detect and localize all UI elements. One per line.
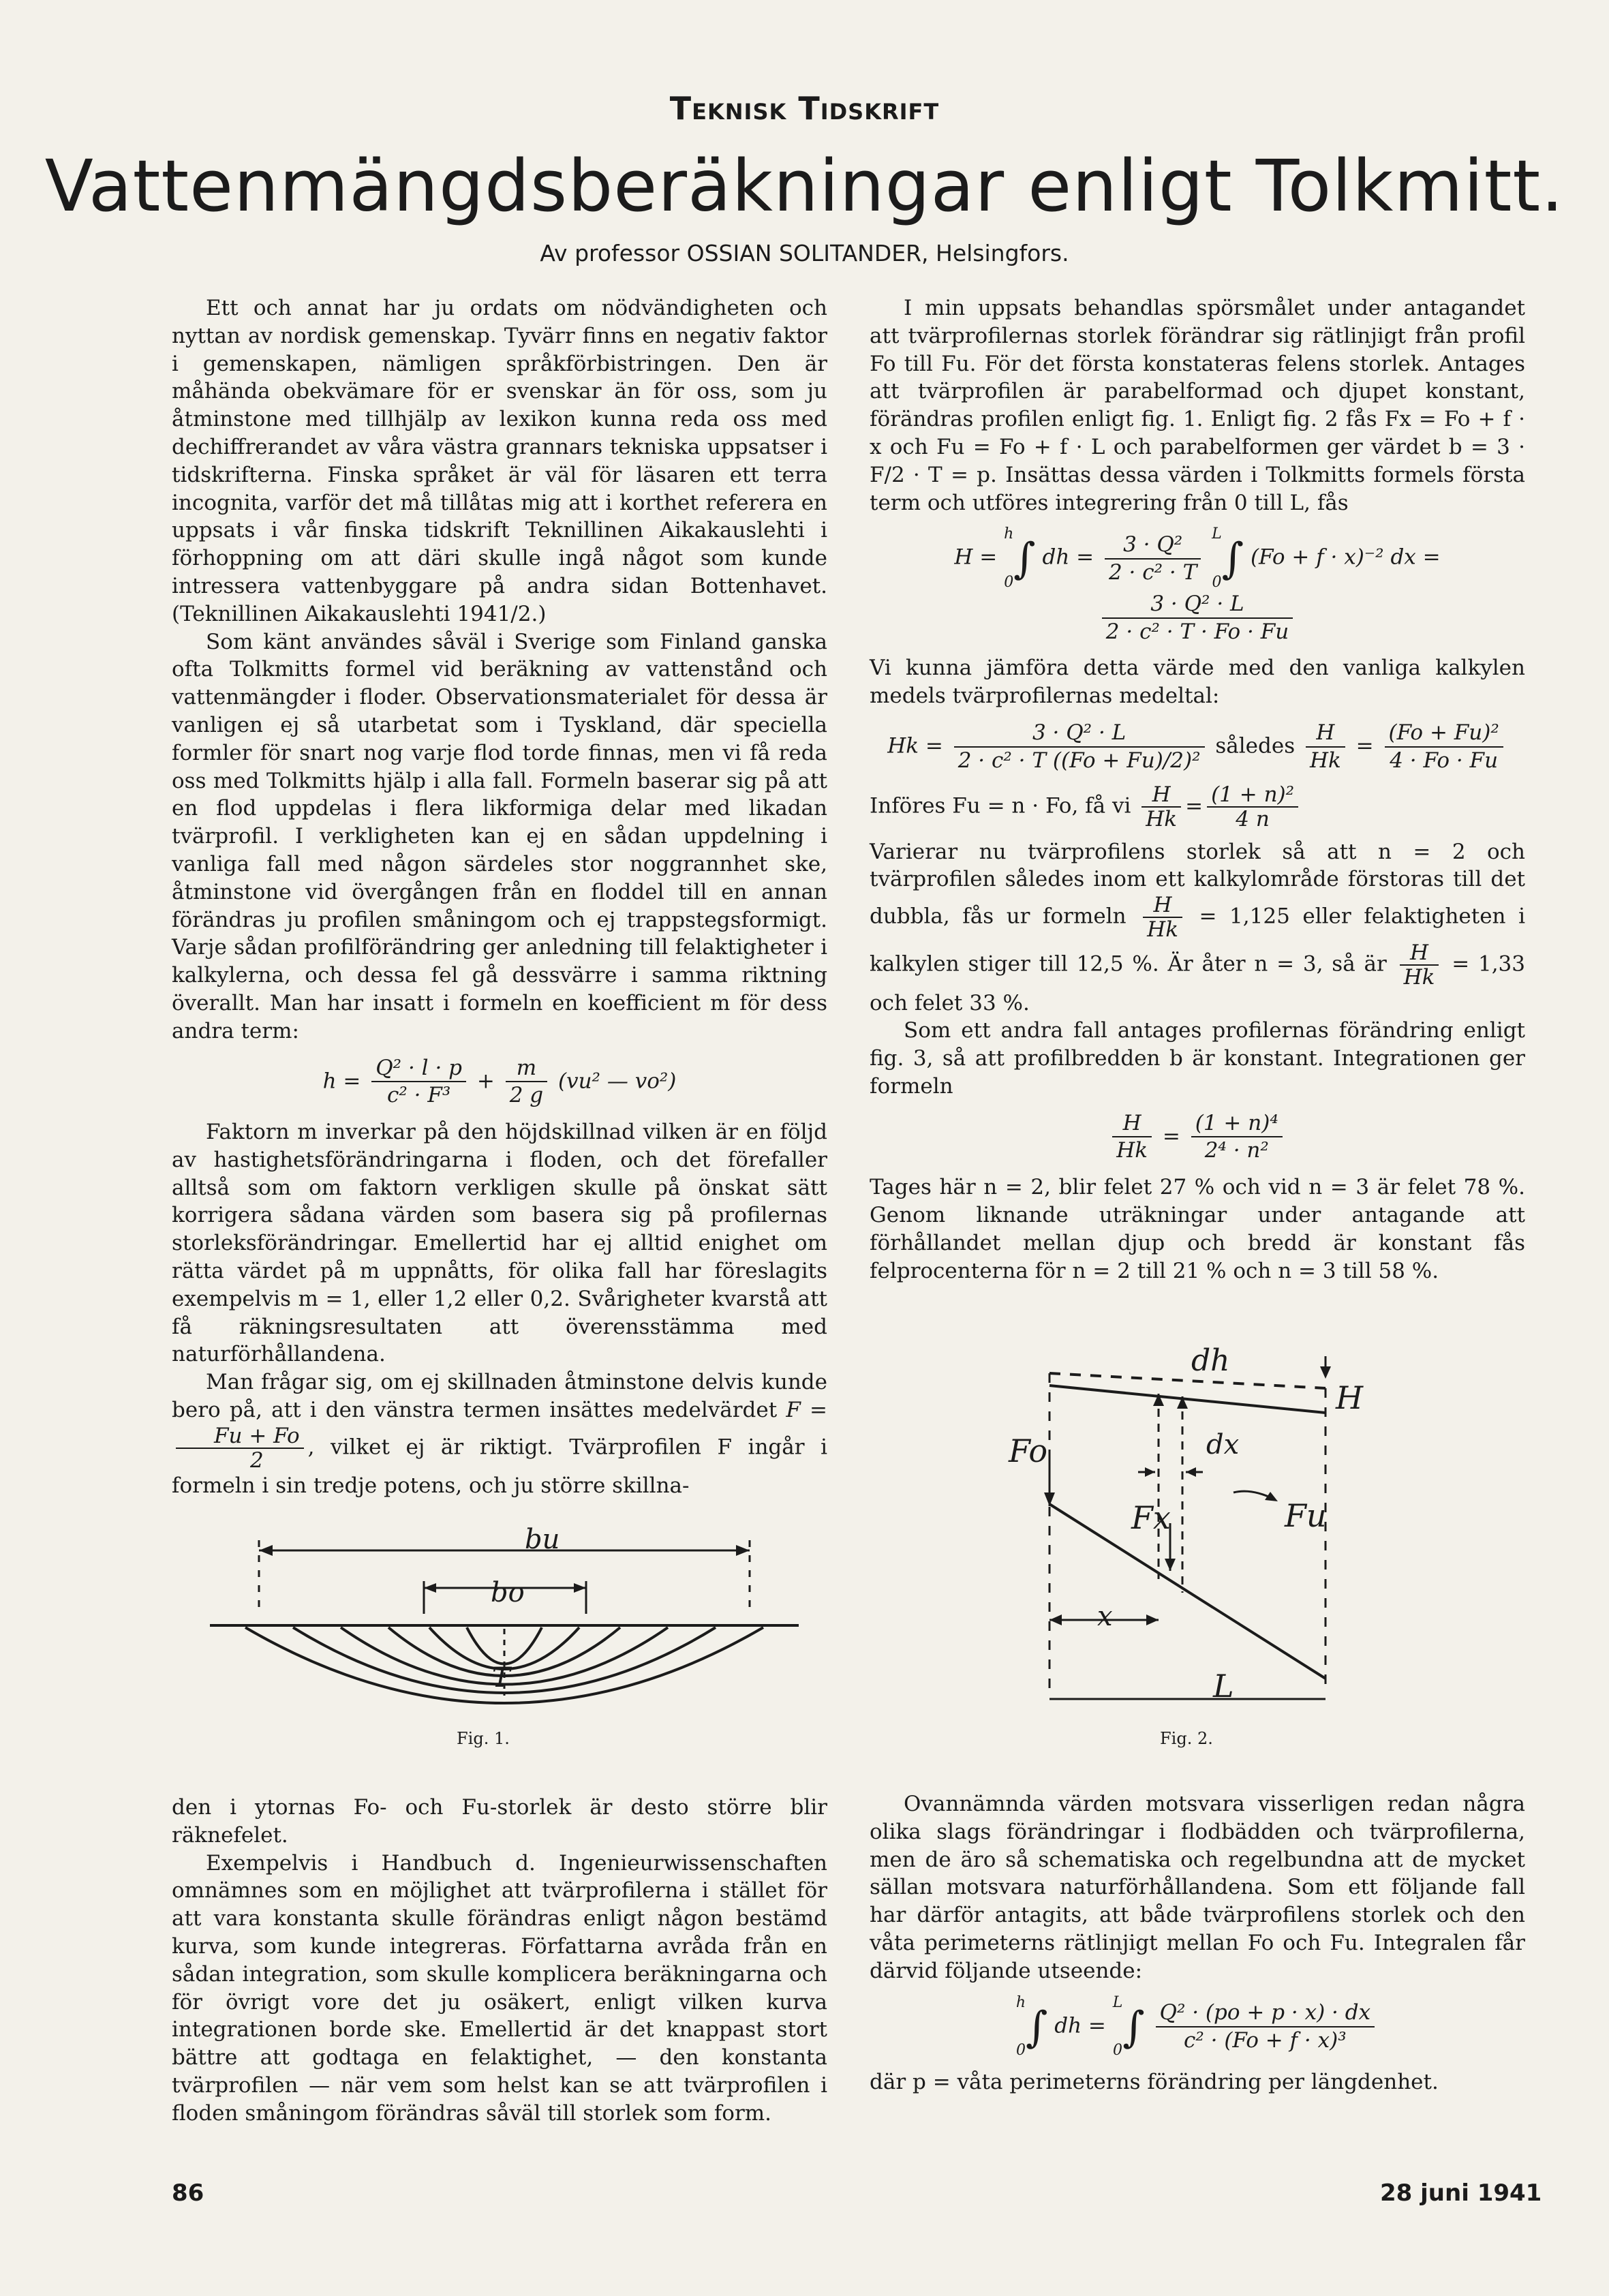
paragraph: Vi kunna jämföra detta värde med den vanliga kalkylen medels tvärprofilernas medeltal: [870,656,1525,709]
figure-2-caption: Fig. 2. [1160,1729,1213,1748]
equation-integral-H: H = h 0 ∫ dh = $\frac{\text{3 · Q²}}{\text{2 · c² · T}}$ L 0 ∫ (Fo + f · x)⁻² dx = $\frac{\text{3 · Q² · L}}{\text{2 · c² · T · Fo · Fu}}$ [954,525,1441,644]
paragraph: Som ett andra fall antages profilernas förändring enligt fig. 3, så att profilbredden b är konstant. Integrationen ger formeln [870,1018,1525,1099]
figure-2-diagram [1009,1343,1390,1721]
equation-ratio: $\frac{H}{Hk}$ = $\frac{\text{(1 + n)⁴}}{\text{2⁴ · n²}}$ [870,1110,1525,1165]
paragraph: Faktorn m inverkar på den höjdskillnad vilken är en följd av hastighetsförändringarna i floden, och det förefaller alltså som om faktorn verkligen skulle på önskat sätt korrigera sådana värden som basera sig på profilernas storleksförändringar. Emellertid har ej alltid enighet om rätta värdet på m uppnåtts, för olika fall har föreslagits exempelvis m = 1, eller 1,2 eller 0,2. Svårigheter kvarstå att få räkningsresultaten att överensstämma med naturförhållandena. [172,1120,827,1367]
paragraph: Tages här n = 2, blir felet 27 % och vid n = 3 är felet 78 %. Genom liknande uträkningar under antagande att förhållandet mellan djup och bredd är konstant fås felprocenterna för n = 2 till 21 % och n = 3 till 58 %. [870,1175,1525,1283]
fig2-label-L: L [1213,1668,1234,1704]
equation-tolkmitt: h = $\frac{\text{Q² · l · p}}{\text{c² · F³}}$ + $\frac{m}{2 g}$ (vu² — vo²) [322,1055,677,1108]
byline: Av professor OSSIAN SOLITANDER, Helsingfors. [540,240,1069,266]
fig2-label-x: x [1097,1601,1113,1632]
equation-Hk: Hk = $\frac{\text{3 · Q² · L}}{\text{2 · c² · T ((Fo + Fu)/2)²}}$ således $\frac{H}{Hk}$ = $\frac{\text{(Fo + Fu)²}}{4 \cdot Fo \cdot Fu}$ [870,720,1525,774]
paragraph: Som känt användes såväl i Sverige som Finland ganska ofta Tolkmitts formel vid beräkning av vattenstånd och vattenmängder i floder. Observationsmaterialet för dessa är vanligen ej så utarbetat som i Tyskland, där speciella formler för snart nog varje flod torde finnas, men vi få reda oss med Tolkmitts hjälp i alla fall. Formeln baserar sig på att en flod uppdelas i flera likformiga delar med likadan tvärprofil. I verkligheten kan ej en sådan uppdelning i vanliga fall med någon särdeles stor noggrannhet ske, åtminstone vid övergången från en floddel till en annan förändras ju profilen småningom och ej trappstegsformigt. Varje sådan profilförändring ger anledning till felaktigheter i kalkylerna, och dessa fel gå dessvärre i samma riktning överallt. Man har insatt i formeln en koefficient m för dess andra term: [172,629,827,1043]
right-column-top [870,294,1525,1285]
fig2-label-dh: dh [1191,1343,1230,1378]
left-column-bottom [172,1794,827,2128]
fig2-label-Fx: Fx [1131,1499,1171,1536]
fig2-label-H: H [1336,1379,1364,1416]
paragraph: Man frågar sig, om ej skillnaden åtminstone delvis kunde bero på, att i den vänstra termen insättes medelvärdet F = $\frac{Fu + Fo}{2}$ , vilket ej är riktigt. Tvärprofilen F ingår i formeln i sin tredje potens, och ju större skillna- [172,1370,828,1498]
paragraph: den i ytornas Fo- och Fu-storlek är desto större blir räknefelet. [172,1795,827,1848]
figure-1-caption: Fig. 1. [457,1729,510,1748]
paragraph: Varierar nu tvärprofilens storlek så att n = 2 och tvärprofilen således inom ett kalkylområde förstoras till det dubbla, fås ur formeln $\frac{H}{Hk}$ = 1,125 eller felaktigheten i kalkylen stiger till 12,5 %. Är åter n = 3, så är $\frac{H}{Hk}$ = 1,33 och felet 33 %. [870,839,1525,1015]
paragraph: Exempelvis i Handbuch d. Ingenieurwissenschaften omnämnes som en möjlighet att tvärprofilerna i stället för att vara konstanta skulle förändras enligt någon bestämd kurva, som kunde integreras. Författarna avråda från en sådan integration, som skulle komplicera beräkningarna och för övrigt vore det ju osäkert, enligt vilken kurva integrationen borde ske. Emellertid är det knappast stort bättre att godtaga en felaktighet, — den konstanta tvärprofilen — när vem som helst kan se att tvärprofilen i floden småningom förändras såväl till storlek som form. [172,1850,827,2126]
fig1-label-bu: bu [525,1524,560,1555]
paragraph: Ovannämnda värden motsvara visserligen redan några olika slags förändringar i flodbädden och tvärprofilerna, men de äro så schematiska och regelbundna att de mycket sällan motsvara naturförhållandena. Som ett följande fall har därför antagits, att både tvärprofilens storlek och den våta perimeterns rätlinjigt mellan Fo och Fu. Integralen får därvid följande utseende: [870,1792,1525,1983]
figure-1-diagram [204,1524,804,1731]
fig2-label-Fo: Fo [1009,1433,1048,1469]
fig2-label-Fu: Fu [1285,1497,1327,1534]
fig1-label-bo: bo [491,1577,525,1608]
issue-date: 28 juni 1941 [1380,2179,1542,2207]
paragraph: I min uppsats behandlas spörsmålet under antagandet att tvärprofilernas storlek förändrar sig rätlinjigt från profil Fo till Fu. För det första konstateras felens storlek. Antages att tvärprofilen är parabelformad och djupet konstant, förändras profilen enligt fig. 1. Enligt fig. 2 fås Fx = Fo + f · x och Fu = Fo + f · L och parabelformen ger värdet b = 3 · F/2 · T = p. Insättas dessa värden i Tolkmitts formels första term och utföres integrering från 0 till L, fås [870,296,1525,515]
fig2-label-dx: dx [1206,1429,1240,1460]
paragraph: Införes Fu = n · Fo, få vi $\frac{H}{Hk}$ = $\frac{\text{(1 + n)²}}{4 n}$ [870,783,1525,831]
paragraph: där p = våta perimeterns förändring per längdenhet. [870,2069,1439,2094]
page-number: 86 [172,2179,204,2207]
right-column-bottom [870,1790,1525,2096]
fig1-label-T: T [492,1662,510,1694]
paragraph: Ett och annat har ju ordats om nödvändigheten och nyttan av nordisk gemenskap. Tyvärr finns en negativ faktor i gemenskapen, nämligen språkförbistringen. Den är måhända obekvämare för er svenskar än för oss, som ju åtminstone med tillhjälp av lexikon kunna reda oss med dechiffrerandet av våra västra grannars tekniska uppsatser i tidskrifterna. Finska språket är väl för läsaren ett terra incognita, varför det må tillåtas mig att i korthet referera en uppsats i vår finska tidskrift Teknillinen Aikakauslehti i förhoppning om att däri skulle ingå något som kunde intressera vattenbyggare på andra sidan Bottenhavet. (Teknillinen Aikakauslehti 1941/2.) [172,296,827,626]
equation-integral-perimeter: h 0 ∫ dh = L 0 ∫ $\frac{\text{Q² · (po + p · x) · dx}}{\text{c² · (Fo + f · x)³}}$ [870,1995,1525,2059]
left-column-top [172,294,827,1500]
journal-name: Teknisk Tidskrift [669,90,940,127]
article-title: Vattenmängdsberäkningar enligt Tolkmitt. [44,144,1565,228]
